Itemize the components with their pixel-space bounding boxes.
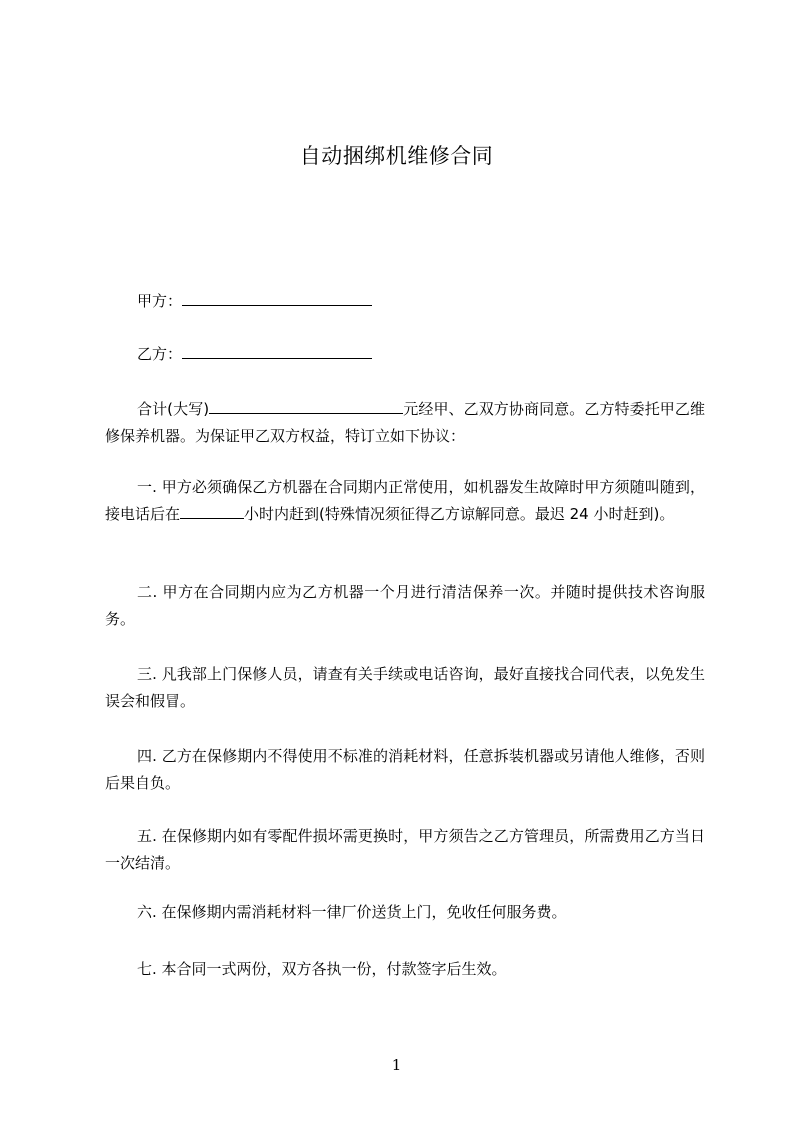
party-a-blank [182, 290, 372, 306]
clause-5: 五. 在保修期内如有零配件损坏需更换时，甲方须告之乙方管理员，所需费用乙方当日一次结清。 [105, 827, 705, 872]
clause-1-text-after: 小时内赶到(特殊情况须征得乙方谅解同意。最迟 24 小时赶到)。 [244, 505, 675, 523]
clause-7: 七. 本合同一式两份，双方各执一份，付款签字后生效。 [137, 960, 507, 978]
total-amount-paragraph [105, 396, 705, 450]
total-amount-label: 合计(大写) [137, 400, 210, 418]
clause-3: 三. 凡我部上门保修人员，请查有关手续或电话咨询，最好直接找合同代表，以免发生误会和假冒。 [105, 665, 705, 710]
party-b-line [137, 343, 372, 365]
clause-6: 六. 在保修期内需消耗材料一律厂价送货上门，免收任何服务费。 [137, 903, 567, 921]
party-a-label: 甲方： [137, 292, 183, 310]
document-title: 自动捆绑机维修合同 [299, 144, 494, 168]
clause-1-text-before: 一. 甲方必须确保乙方机器在合同期内正常使用，如机器发生故障时甲方须随叫随到，接电话后在 [105, 478, 705, 523]
party-a-line [137, 290, 372, 312]
total-amount-text: 元经甲、乙双方协商同意。乙方特委托甲乙维修保养机器。为保证甲乙双方权益，特订立如下协议： [105, 400, 705, 445]
clause-2: 二. 甲方在合同期内应为乙方机器一个月进行清洁保养一次。并随时提供技术咨询服务。 [105, 583, 705, 628]
total-amount-blank [209, 398, 403, 414]
party-b-blank [182, 343, 372, 359]
clause-4: 四. 乙方在保修期内不得使用不标准的消耗材料，任意拆装机器或另请他人维修，否则后果自负。 [105, 747, 705, 792]
page-number: 1 [391, 1056, 402, 1074]
response-hours-blank [180, 503, 244, 519]
party-b-label: 乙方： [137, 345, 183, 363]
clause-1 [105, 474, 705, 528]
